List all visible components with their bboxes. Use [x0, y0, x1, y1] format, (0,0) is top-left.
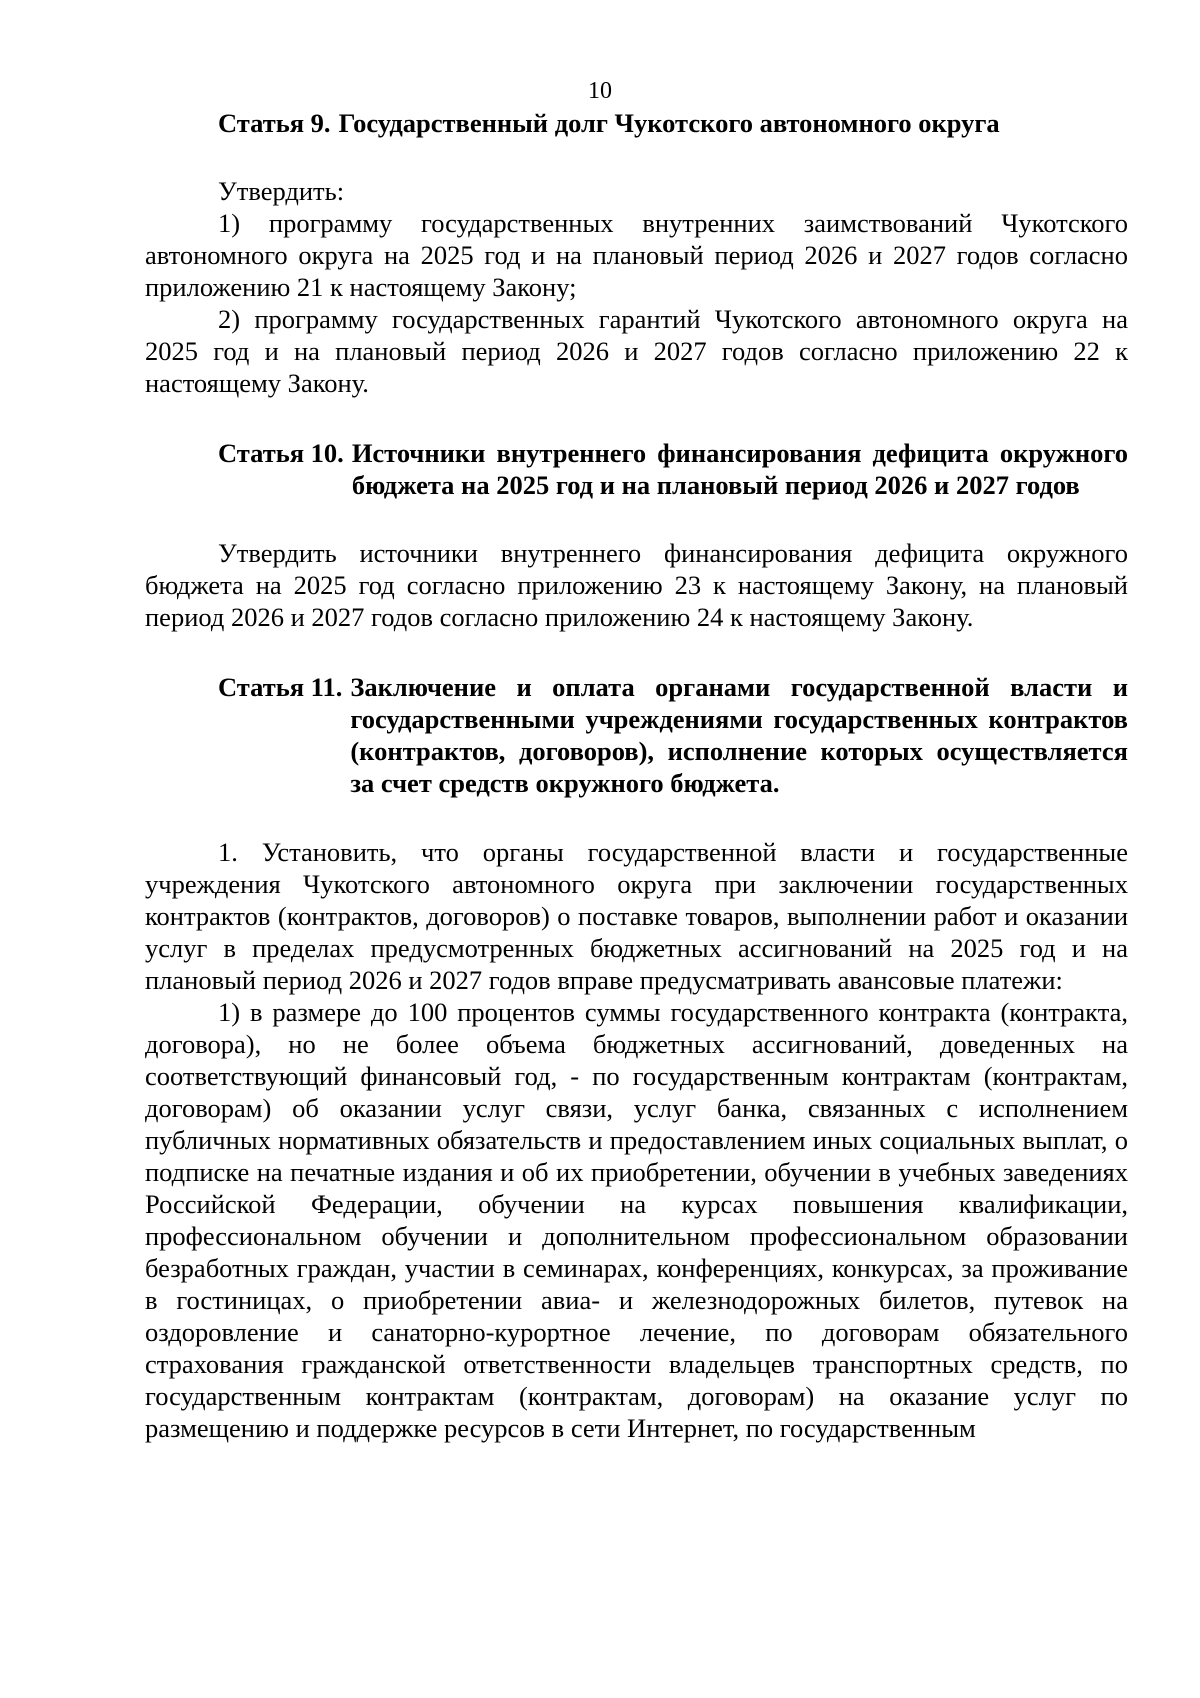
- article-9-number: Статья 9.: [218, 108, 331, 138]
- article-9-item-2: 2) программу государственных гарантий Чукотского автономного округа на 2025 год и на плановый период 2026 и 2027 годов согласно приложению 22 к настоящему Закону.: [145, 304, 1128, 398]
- article-9-intro: Утвердить:: [218, 176, 345, 206]
- article-11-paragraph-2: 1) в размере до 100 процентов суммы государственного контракта (контракта, договора), но не более объема бюджетных ассигнований, доведенных на соответствующий финансовый год, - по государственным контрактам (контрактам, договорам) об оказании услуг связи, услуг банка, связанных с исполнением публичных нормативных обязательств и предоставлением иных социальных выплат, о подписке на печатные издания и об их приобретении, обучении в учебных заведениях Российской Федерации, обучении на курсах повышения квалификации, профессиональном обучении и дополнительном профессиональном образовании безработных граждан, участии в семинарах, конференциях, конкурсах, за проживание в гостиницах, о приобретении авиа- и железнодорожных билетов, путевок на оздоровление и санаторно-курортное лечение, по договорам обязательного страхования гражданской ответственности владельцев транспортных средств, по государственным контрактам (контрактам, договорам) на оказание услуг по размещению и поддержке ресурсов в сети Интернет, по государственным: [145, 997, 1128, 1443]
- article-9-title: Государственный долг Чукотского автономного округа: [338, 108, 1000, 138]
- article-10-number: Статья 10.: [218, 438, 344, 468]
- article-11-number: Статья 11.: [218, 672, 343, 702]
- article-11-paragraph-1: 1. Установить, что органы государственной власти и государственные учреждения Чукотского автономного округа при заключении государственных контрактов (контрактов, договоров) о поставке товаров, выполнении работ и оказании услуг в пределах предусмотренных бюджетных ассигнований на 2025 год и на плановый период 2026 и 2027 годов вправе предусматривать авансовые платежи:: [145, 837, 1128, 995]
- article-11-title: Заключение и оплата органами государственной власти и государственными учреждениями государственных контрактов (контрактов, договоров), исполнение которых осуществляется за счет средств окружного бюджета.: [350, 672, 1128, 798]
- article-10-heading: [145, 437, 1128, 501]
- article-9-heading: [145, 107, 1128, 139]
- article-10-title: Источники внутреннего финансирования дефицита окружного бюджета на 2025 год и на плановый период 2026 и 2027 годов: [351, 438, 1128, 500]
- article-10-text: Утвердить источники внутреннего финансирования дефицита окружного бюджета на 2025 год согласно приложению 23 к настоящему Закону, на плановый период 2026 и 2027 годов согласно приложению 24 к настоящему Закону.: [145, 538, 1128, 632]
- document-body: [145, 107, 1128, 1444]
- article-9-item-1: 1) программу государственных внутренних заимствований Чукотского автономного округа на 2025 год и на плановый период 2026 и 2027 годов согласно приложению 21 к настоящему Закону;: [145, 208, 1128, 302]
- page-number: 10: [588, 78, 612, 104]
- article-11-heading: [145, 671, 1128, 799]
